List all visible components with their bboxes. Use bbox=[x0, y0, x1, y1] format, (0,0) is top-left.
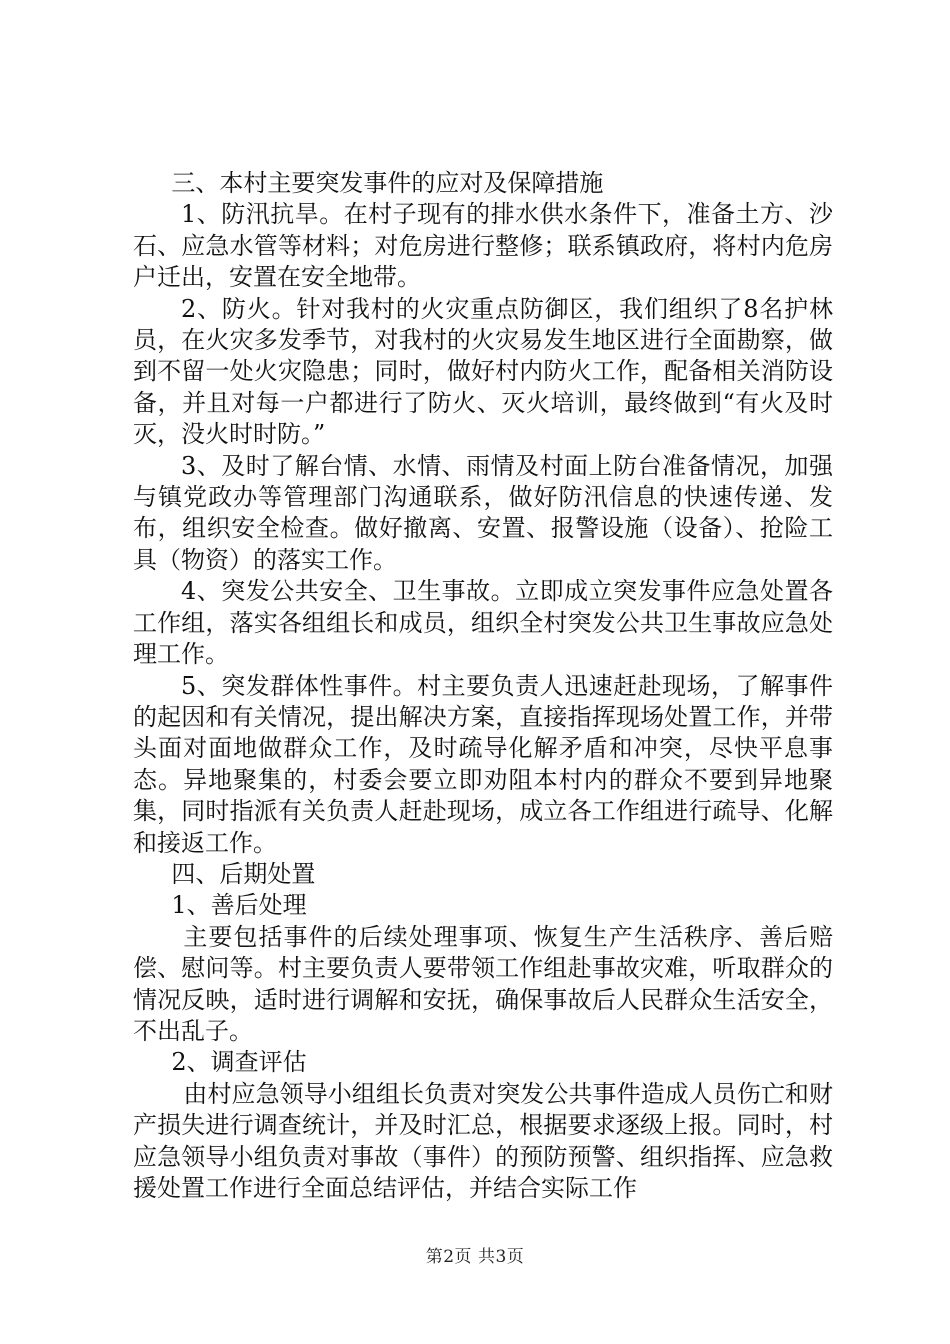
paragraph-typhoon-info: 3、及时了解台情、水情、雨情及村面上防台准备情况，加强与镇党政办等管理部门沟通联系，做好防汛信息的快速传递、发布，组织安全检查。做好撤离、安置、报警设施（设备）、抢险工具（物资）的落实工作。 bbox=[133, 451, 833, 574]
section-heading-3: 三、本村主要突发事件的应对及保障措施 bbox=[171, 169, 604, 197]
paragraph-investigation: 由村应急领导小组组长负责对突发公共事件造成人员伤亡和财产损失进行调查统计，并及时汇总，根据要求逐级上报。同时，村应急领导小组负责对事故（事件）的预防预警、组织指挥、应急救援处置工作进行全面总结评估，并结合实际工作 bbox=[133, 1079, 833, 1202]
paragraph-fire-prevention: 2、防火。针对我村的火灾重点防御区，我们组织了8名护林员，在火灾多发季节，对我村的火灾易发生地区进行全面勘察，做到不留一处火灾隐患；同时，做好村内防火工作，配备相关消防设备，并且对每一户都进行了防火、灭火培训，最终做到“有火及时灭，没火时时防。” bbox=[133, 294, 833, 449]
section-heading-4: 四、后期处置 bbox=[171, 859, 316, 888]
document-body bbox=[133, 168, 833, 1204]
paragraph-aftermath: 主要包括事件的后续处理事项、恢复生产生活秩序、善后赔偿、慰问等。村主要负责人要带领工作组赴事故灾难，听取群众的情况反映，适时进行调解和安抚，确保事故后人民群众生活安全，不出乱子。 bbox=[133, 922, 833, 1045]
page-number-footer: 第2页 共3页 bbox=[425, 1247, 525, 1267]
paragraph-flood-drought: 1、防汛抗旱。在村子现有的排水供水条件下，准备土方、沙石、应急水管等材料；对危房进行整修；联系镇政府，将村内危房户迁出，安置在安全地带。 bbox=[133, 200, 833, 292]
paragraph-public-safety: 4、突发公共安全、卫生事故。立即成立突发事件应急处置各工作组，落实各组组长和成员，组织全村突发公共卫生事故应急处理工作。 bbox=[133, 577, 833, 669]
subheading-aftermath: 1、善后处理 bbox=[171, 891, 307, 920]
paragraph-mass-incident: 5、突发群体性事件。村主要负责人迅速赶赴现场，了解事件的起因和有关情况，提出解决方案，直接指挥现场处置工作，并带头面对面地做群众工作，及时疏导化解矛盾和冲突，尽快平息事态。异地聚集的，村委会要立即劝阻本村内的群众不要到异地聚集，同时指派有关负责人赶赴现场，成立各工作组进行疏导、化解和接返工作。 bbox=[133, 671, 833, 857]
subheading-investigation: 2、调查评估 bbox=[171, 1048, 307, 1077]
